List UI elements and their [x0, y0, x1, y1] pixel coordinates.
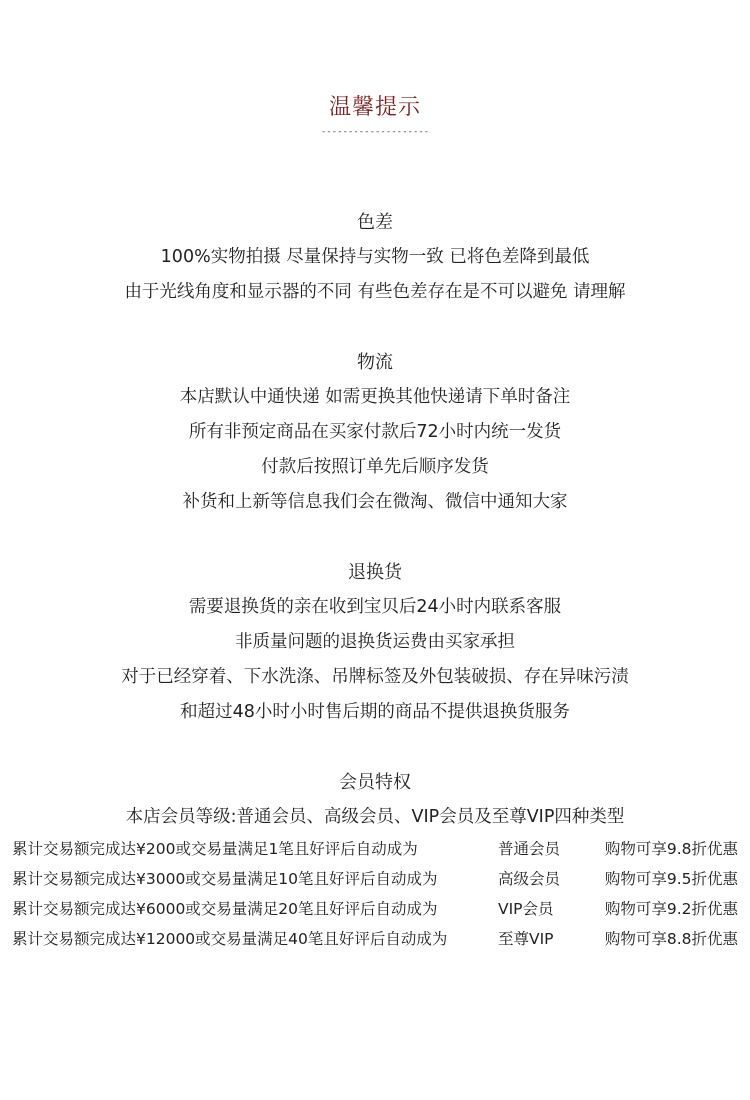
color-line: 由于光线角度和显示器的不同 有些色差存在是不可以避免 请理解 — [124, 282, 626, 302]
section-logistics — [0, 346, 750, 520]
section-heading-returns: 退换货 — [348, 562, 402, 583]
returns-line: 对于已经穿着、下水洗涤、吊牌标签及外包装破损、存在异味污渍 — [121, 667, 629, 687]
tier-name: 至尊VIP — [498, 930, 554, 948]
section-heading-logistics: 物流 — [357, 352, 393, 373]
section-heading-color: 色差 — [357, 212, 393, 233]
tier-name: 高级会员 — [498, 870, 561, 888]
returns-line: 需要退换货的亲在收到宝贝后24小时内联系客服 — [188, 597, 562, 617]
tier-name: VIP会员 — [498, 900, 554, 918]
page-title: 温馨提示 — [328, 95, 421, 120]
membership-tier-row — [12, 865, 738, 894]
tier-name: 普通会员 — [498, 840, 561, 858]
section-heading-membership: 会员特权 — [339, 772, 411, 793]
tier-condition: 累计交易额完成达¥3000或交易量满足10笔且好评后自动成为 — [12, 870, 438, 888]
returns-line: 和超过48小时小时售后期的商品不提供退换货服务 — [180, 702, 570, 722]
logistics-line: 付款后按照订单先后顺序发货 — [261, 457, 489, 477]
logistics-line: 所有非预定商品在买家付款后72小时内统一发货 — [188, 422, 562, 442]
logistics-line: 补货和上新等信息我们会在微淘、微信中通知大家 — [182, 492, 568, 512]
logistics-line: 本店默认中通快递 如需更换其他快递请下单时备注 — [179, 387, 571, 407]
section-color-difference — [0, 206, 750, 310]
membership-tier-row — [12, 925, 738, 954]
title-underline: -------------------- — [320, 127, 430, 137]
tier-condition: 累计交易额完成达¥200或交易量满足1笔且好评后自动成为 — [12, 840, 418, 858]
section-membership — [0, 766, 750, 835]
tier-condition: 累计交易额完成达¥6000或交易量满足20笔且好评后自动成为 — [12, 900, 438, 918]
tier-benefit: 购物可享9.8折优惠 — [604, 840, 738, 858]
section-returns — [0, 556, 750, 730]
color-line: 100%实物拍摄 尽量保持与实物一致 已将色差降到最低 — [160, 247, 590, 267]
membership-tier-row — [12, 895, 738, 924]
returns-line: 非质量问题的退换货运费由买家承担 — [235, 632, 515, 652]
membership-tier-row — [12, 835, 738, 864]
tier-benefit: 购物可享8.8折优惠 — [604, 930, 738, 948]
membership-intro: 本店会员等级:普通会员、高级会员、VIP会员及至尊VIP四种类型 — [125, 807, 625, 827]
tier-condition: 累计交易额完成达¥12000或交易量满足40笔且好评后自动成为 — [12, 930, 448, 948]
tier-benefit: 购物可享9.2折优惠 — [604, 900, 738, 918]
tier-benefit: 购物可享9.5折优惠 — [604, 870, 738, 888]
